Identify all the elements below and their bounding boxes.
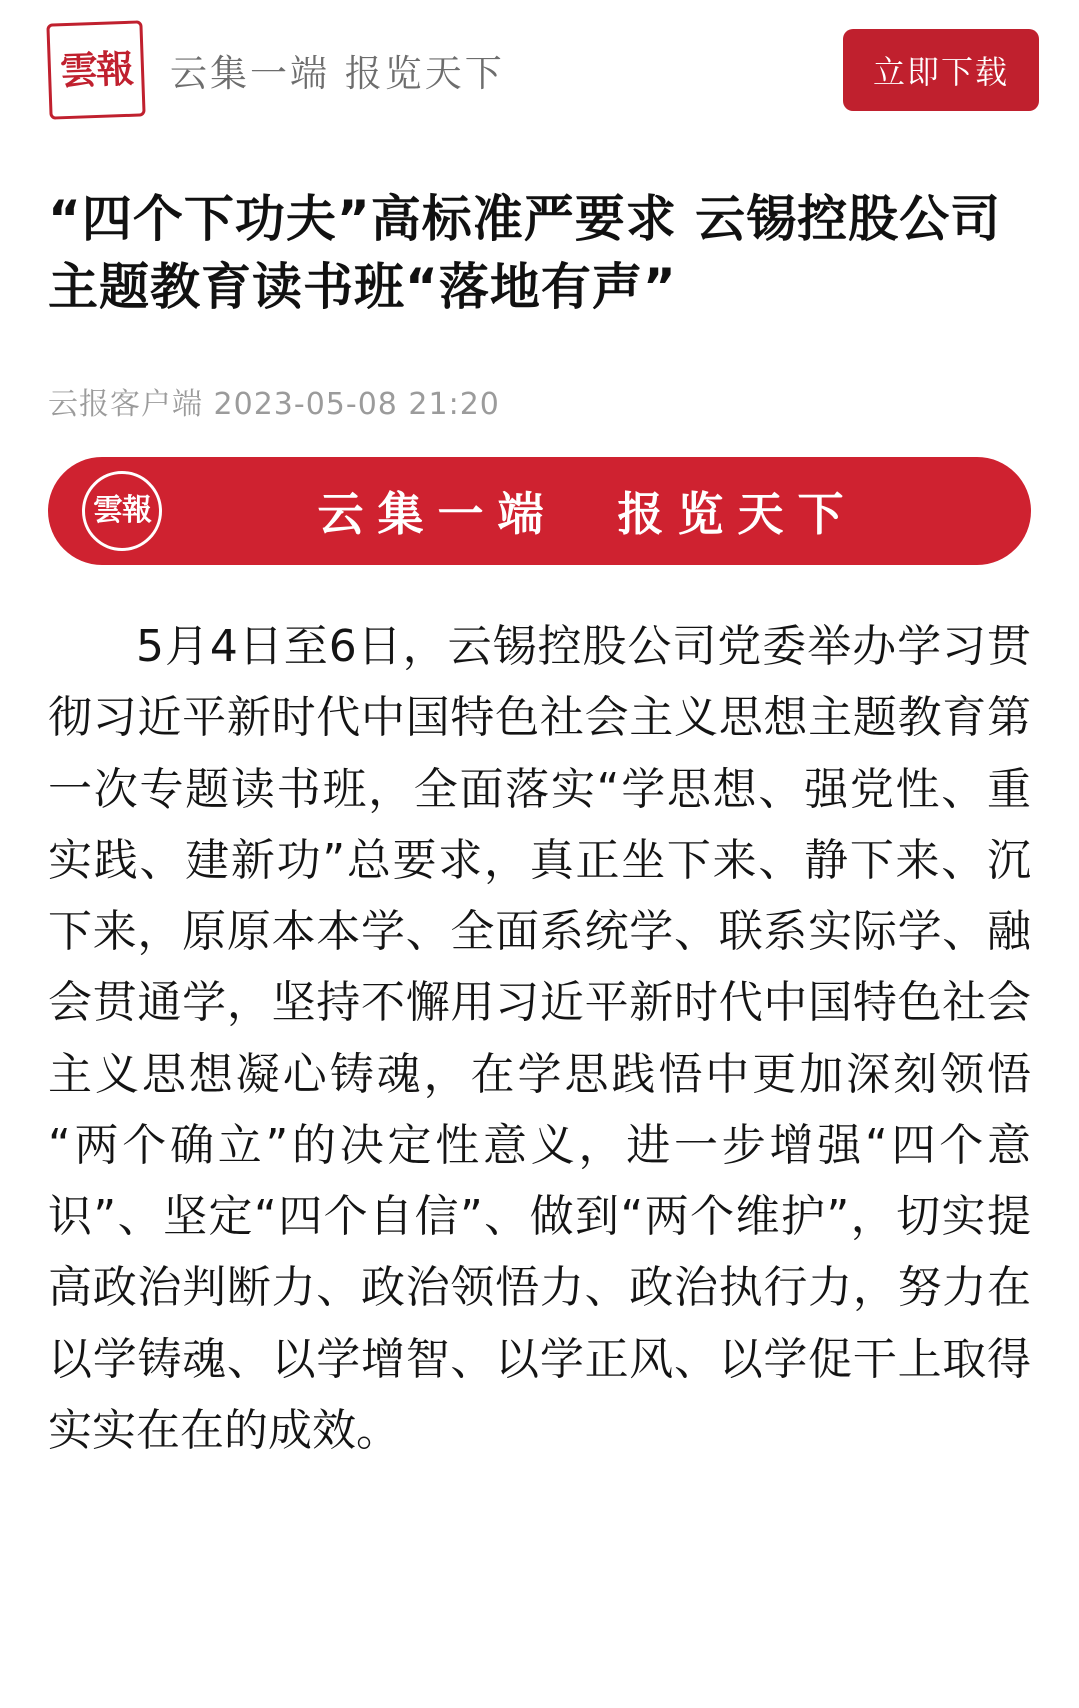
article-meta: 云报客户端 2023-05-08 21:20 xyxy=(48,387,500,422)
banner-seal-char-bottom: 報 xyxy=(122,492,151,528)
banner-text: 云集一端 报览天下 xyxy=(317,487,858,541)
logo-char-top: 雲 xyxy=(59,46,97,94)
logo-char-bottom: 報 xyxy=(95,45,133,92)
top-bar xyxy=(0,0,1079,136)
banner-seal-char-top: 雲 xyxy=(93,492,122,528)
download-button[interactable]: 立即下载 xyxy=(843,29,1039,111)
topbar-slogan: 云集一端 报览天下 xyxy=(170,52,505,95)
page-title: “四个下功夫”高标准严要求 云锡控股公司主题教育读书班“落地有声” xyxy=(48,190,1002,316)
promo-banner xyxy=(48,457,1031,565)
yunbao-logo-icon xyxy=(46,20,145,119)
article-container xyxy=(0,136,1079,1536)
article-paragraph: 5月4日至6日，云锡控股公司党委举办学习贯彻习近平新时代中国特色社会主义思想主题教育第一次专题读书班，全面落实“学思想、强党性、重实践、建新功”总要求，真正坐下来、静下来、沉下来，原原本本学、全面系统学、联系实际学、融会贯通学，坚持不懈用习近平新时代中国特色社会主义思想凝心铸魂，在学思践悟中更加深刻领悟“两个确立”的决定性意义，进一步增强“四个意识”、坚定“四个自信”、做到“两个维护”，切实提高政治判断力、政治领悟力、政治执行力，努力在以学铸魂、以学增智、以学正风、以学促干上取得实实在在的成效。 xyxy=(48,621,1031,1456)
banner-seal-icon xyxy=(82,471,162,551)
